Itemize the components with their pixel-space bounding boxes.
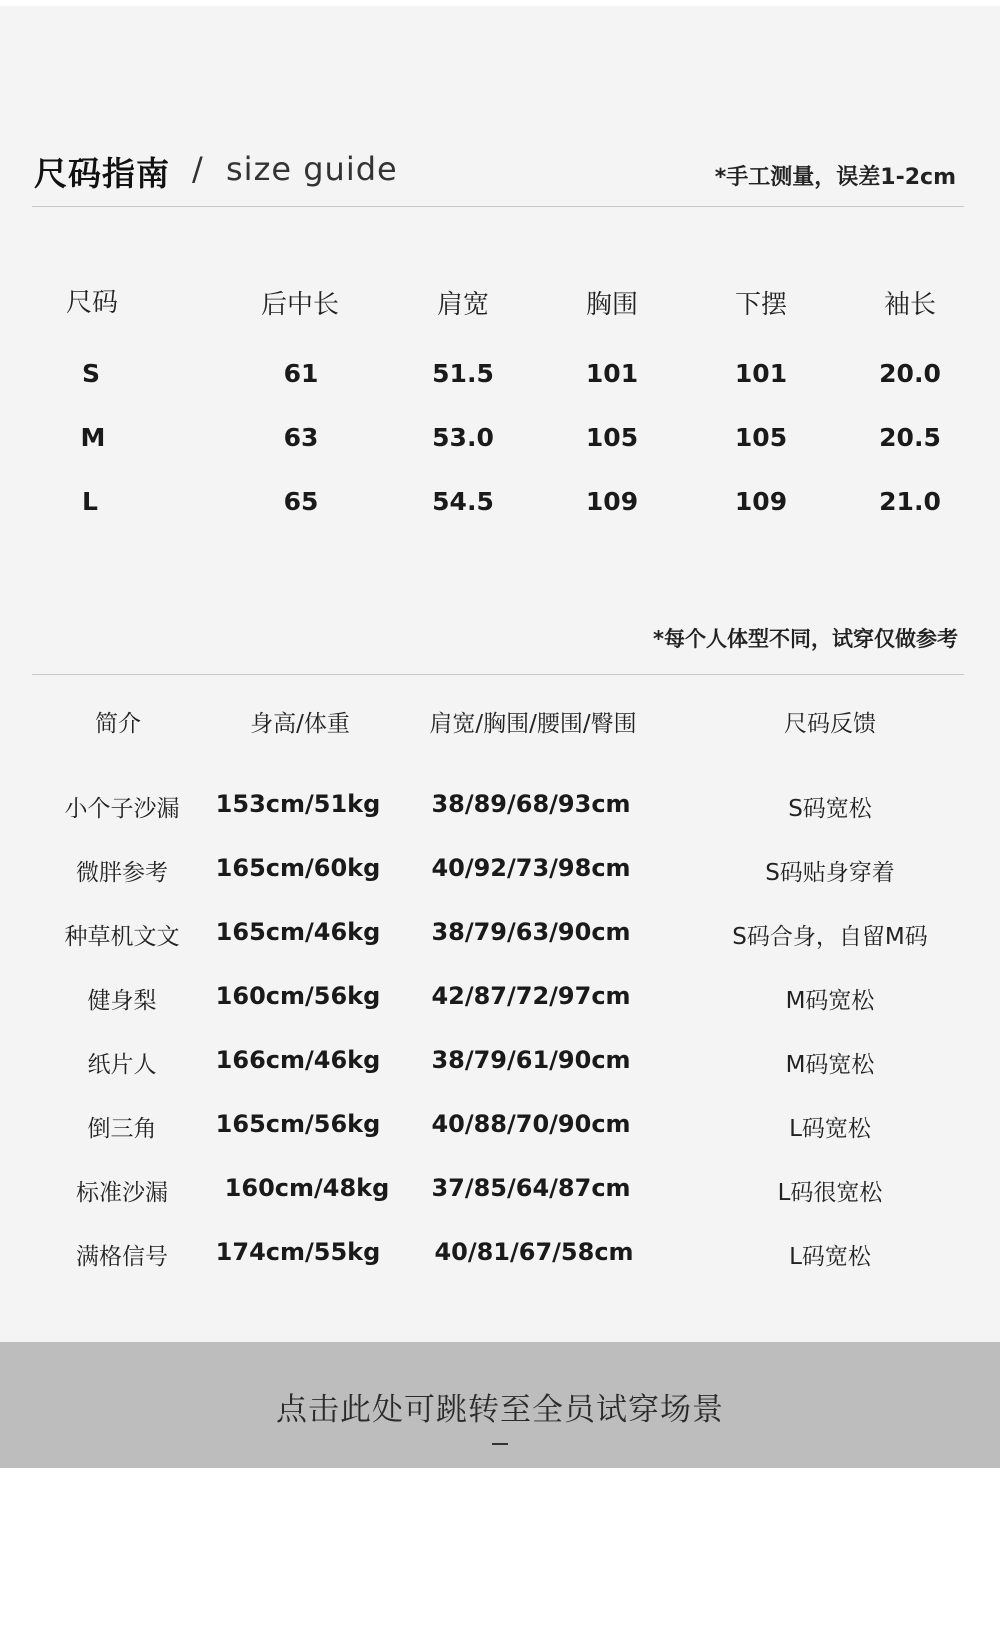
fit-cell: L码很宽松 — [777, 1180, 883, 1206]
fit-cell: S码合身，自留M码 — [732, 924, 928, 950]
fit-cell: 微胖参考 — [76, 860, 168, 886]
fit-cell: S码贴身穿着 — [765, 860, 895, 886]
fit-cell: 165cm/46kg — [215, 918, 381, 946]
fit-cell: L码宽松 — [789, 1116, 871, 1142]
fit-cell: 种草机文文 — [64, 924, 180, 950]
fit-header-height-weight: 身高/体重 — [250, 711, 350, 737]
fit-cell: 小个子沙漏 — [64, 796, 180, 822]
size-cell: 61 — [283, 359, 319, 388]
fit-cell: 160cm/56kg — [215, 982, 381, 1010]
fit-cell: 38/79/61/90cm — [431, 1046, 631, 1074]
size-cell: 53.0 — [432, 423, 494, 452]
fit-cell: 165cm/60kg — [215, 854, 381, 882]
size-cell: 109 — [585, 487, 639, 516]
fit-cell: 40/88/70/90cm — [431, 1110, 631, 1138]
fit-cell: 健身梨 — [87, 988, 157, 1014]
fit-cell: 倒三角 — [87, 1116, 157, 1142]
size-cell: 54.5 — [432, 487, 494, 516]
title-separator: / — [192, 150, 203, 188]
dash-icon — [492, 1443, 508, 1445]
size-cell: 20.5 — [879, 423, 941, 452]
size-cell: M — [80, 423, 106, 452]
fit-cell: 165cm/56kg — [215, 1110, 381, 1138]
fit-cell: 纸片人 — [87, 1052, 157, 1078]
size-header-shoulder: 肩宽 — [436, 290, 490, 320]
fit-disclaimer: *每个人体型不同，试穿仅做参考 — [653, 627, 958, 651]
fit-header-intro: 简介 — [95, 711, 141, 737]
size-cell: 105 — [585, 423, 639, 452]
size-cell: L — [82, 487, 98, 516]
size-cell: S — [81, 359, 101, 388]
size-header-hem: 下摆 — [734, 290, 788, 320]
fit-cell: 38/79/63/90cm — [431, 918, 631, 946]
size-guide-header — [34, 148, 964, 198]
measurement-note: *手工测量，误差1-2cm — [714, 165, 956, 190]
size-cell: 101 — [585, 359, 639, 388]
size-cell: 101 — [734, 359, 788, 388]
size-cell: 20.0 — [879, 359, 941, 388]
fit-cell: 标准沙漏 — [76, 1180, 168, 1206]
size-cell: 21.0 — [879, 487, 941, 516]
fit-header-feedback: 尺码反馈 — [784, 711, 876, 737]
fit-cell: 42/87/72/97cm — [431, 982, 631, 1010]
size-cell: 51.5 — [432, 359, 494, 388]
fit-cell: M码宽松 — [785, 1052, 875, 1078]
size-cell: 65 — [283, 487, 319, 516]
fit-cell: 满格信号 — [76, 1244, 168, 1270]
fit-cell: 40/92/73/98cm — [431, 854, 631, 882]
page-subtitle: size guide — [226, 150, 398, 188]
fit-cell: 38/89/68/93cm — [431, 790, 631, 818]
size-header-sleeve: 袖长 — [883, 290, 937, 320]
fit-cell: 40/81/67/58cm — [434, 1238, 634, 1266]
fit-divider — [32, 674, 964, 675]
fit-cell: 174cm/55kg — [215, 1238, 381, 1266]
fit-cell: L码宽松 — [789, 1244, 871, 1270]
size-cell: 63 — [283, 423, 319, 452]
size-cell: 105 — [734, 423, 788, 452]
fit-header-measurements: 肩宽/胸围/腰围/臀围 — [429, 711, 637, 737]
page-title: 尺码指南 — [34, 154, 170, 193]
size-header-size: 尺码 — [65, 288, 119, 318]
fit-cell: S码宽松 — [788, 796, 872, 822]
fit-cell: M码宽松 — [785, 988, 875, 1014]
fit-cell: 160cm/48kg — [224, 1174, 390, 1202]
try-on-scene-link[interactable] — [0, 1342, 1000, 1468]
size-cell: 109 — [734, 487, 788, 516]
fit-cell: 166cm/46kg — [215, 1046, 381, 1074]
try-on-scene-label: 点击此处可跳转至全员试穿场景 — [276, 1392, 724, 1428]
header-divider — [32, 206, 964, 207]
fit-cell: 153cm/51kg — [215, 790, 381, 818]
size-header-back-length: 后中长 — [260, 290, 340, 320]
size-header-chest: 胸围 — [585, 290, 639, 320]
fit-cell: 37/85/64/87cm — [431, 1174, 631, 1202]
